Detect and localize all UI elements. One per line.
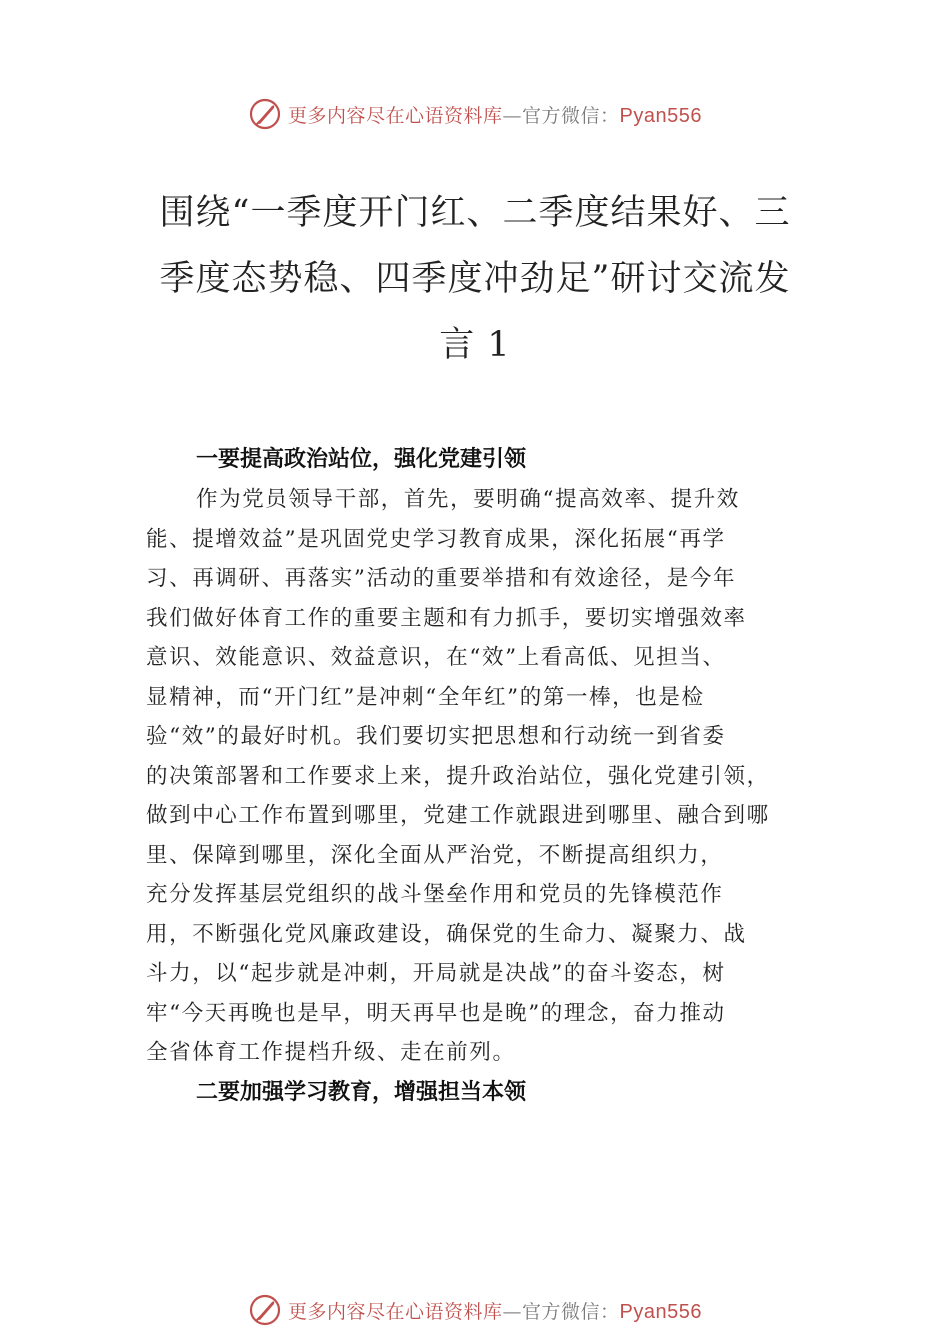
section-heading-2: 二要加强学习教育，增强担当本领 (196, 1079, 527, 1105)
paragraph-line: 充分发挥基层党组织的战斗堡垒作用和党员的先锋模范作 (146, 882, 724, 907)
title-line: 围绕“一季度开门红、二季度结果好、三 (159, 193, 791, 233)
quill-logo-icon (248, 97, 282, 131)
paragraph-line: 验“效”的最好时机。我们要切实把思想和行动统一到省委 (146, 724, 726, 749)
paragraph-line: 斗力，以“起步就是冲刺，开局就是决战”的奋斗姿态，树 (146, 961, 726, 986)
title-line: 言 1 (439, 325, 511, 365)
paragraph-line: 能、提增效益”是巩固党史学习教育成果，深化拓展“再学 (146, 526, 726, 552)
paragraph-line: 意识、效能意识、效益意识，在“效”上看高低、见担当、 (146, 645, 726, 670)
quill-logo-icon (248, 1293, 282, 1327)
paragraph-line: 全省体育工作提档升级、走在前列。 (146, 1040, 516, 1065)
site-name: 更多内容尽在心语资料库 (288, 1300, 503, 1323)
document-title (150, 180, 800, 378)
wechat-id: Pyan556 (619, 1300, 702, 1323)
section-paragraph-1 (146, 480, 810, 1073)
section-heading-1: 一要提高政治站位，强化党建引领 (196, 447, 527, 472)
wechat-label: 官方微信： (522, 1300, 620, 1323)
header-banner-text (288, 101, 702, 128)
wechat-label: 官方微信： (522, 104, 620, 127)
footer-banner (0, 1290, 950, 1330)
footer-banner-text (288, 1297, 702, 1324)
site-name: 更多内容尽在心语资料库 (288, 104, 503, 127)
paragraph-line: 牢“今天再晚也是早，明天再早也是晚”的理念，奋力推动 (146, 1000, 726, 1026)
paragraph-line: 的决策部署和工作要求上来，提升政治站位，强化党建引领， (146, 763, 770, 789)
wechat-id: Pyan556 (619, 104, 702, 127)
paragraph-line: 我们做好体育工作的重要主题和有力抓手，要切实增强效率 (146, 605, 747, 631)
header-banner (0, 94, 950, 134)
banner-dash: — (502, 1300, 523, 1323)
document-body (146, 440, 810, 1113)
paragraph-line: 里、保障到哪里，深化全面从严治党，不断提高组织力， (146, 842, 724, 868)
paragraph-line: 用，不断强化党风廉政建设，确保党的生命力、凝聚力、战 (146, 921, 747, 947)
banner-dash: — (502, 104, 523, 127)
paragraph-line: 习、再调研、再落实”活动的重要举措和有效途径，是今年 (146, 566, 737, 591)
paragraph-line: 显精神，而“开门红”是冲刺“全年红”的第一棒，也是检 (146, 684, 705, 710)
title-line: 季度态势稳、四季度冲劲足”研讨交流发 (159, 259, 791, 299)
paragraph-line: 做到中心工作布置到哪里，党建工作就跟进到哪里、融合到哪 (146, 803, 770, 828)
paragraph-line: 作为党员领导干部，首先，要明确“提高效率、提升效 (196, 487, 740, 512)
